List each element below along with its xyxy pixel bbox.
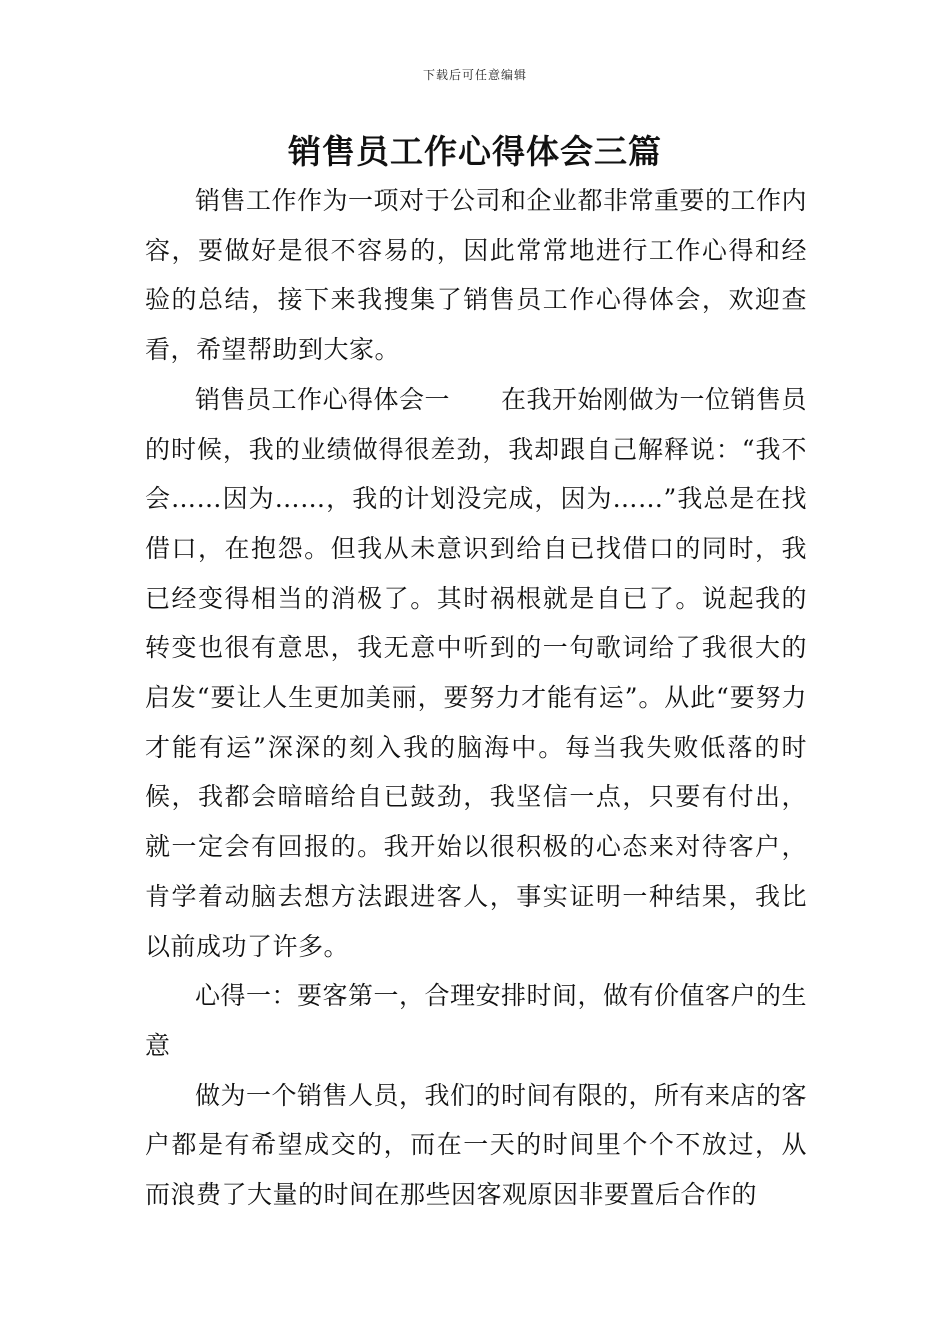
document-title: 销售员工作心得体会三篇 xyxy=(288,132,662,171)
paragraph-experience-one: 销售员工作心得体会一 在我开始刚做为一位销售员的时候，我的业绩做得很差劲，我却跟自己解释说：“我不会……因为……，我的计划没完成，因为……”我总是在找借口，在抱怨。但我从未意识到给自已找借口的同时，我已经变得相当的消极了。其时祸根就是自已了。说起我的转变也很有意思，我无意中听到的一句歌词给了我很大的启发“要让人生更加美丽，要努力才能有运”。从此“要努力才能有运”深深的刻入我的脑海中。每当我失败低落的时候，我都会暗暗给自已鼓劲，我坚信一点，只要有付出，就一定会有回报的。我开始以很积极的心态来对待客户，肯学着动脑去想方法跟进客人，事实证明一种结果，我比以前成功了许多。 xyxy=(145,384,808,961)
paragraph-intro: 销售工作作为一项对于公司和企业都非常重要的工作内容，要做好是很不容易的，因此常常地进行工作心得和经验的总结，接下来我搜集了销售员工作心得体会，欢迎查看，希望帮助到大家。 xyxy=(145,186,808,365)
header-note: 下载后可任意编辑 xyxy=(422,68,527,82)
document-body xyxy=(145,176,807,1220)
paragraph-heading-tip-one: 心得一：要客第一，合理安排时间，做有价值客户的生意 xyxy=(145,981,808,1060)
paragraph-time-management: 做为一个销售人员，我们的时间有限的，所有来店的客户都是有希望成交的，而在一天的时间里个个不放过，从而浪费了大量的时间在那些因客观原因非要置后合作的 xyxy=(145,1080,808,1210)
